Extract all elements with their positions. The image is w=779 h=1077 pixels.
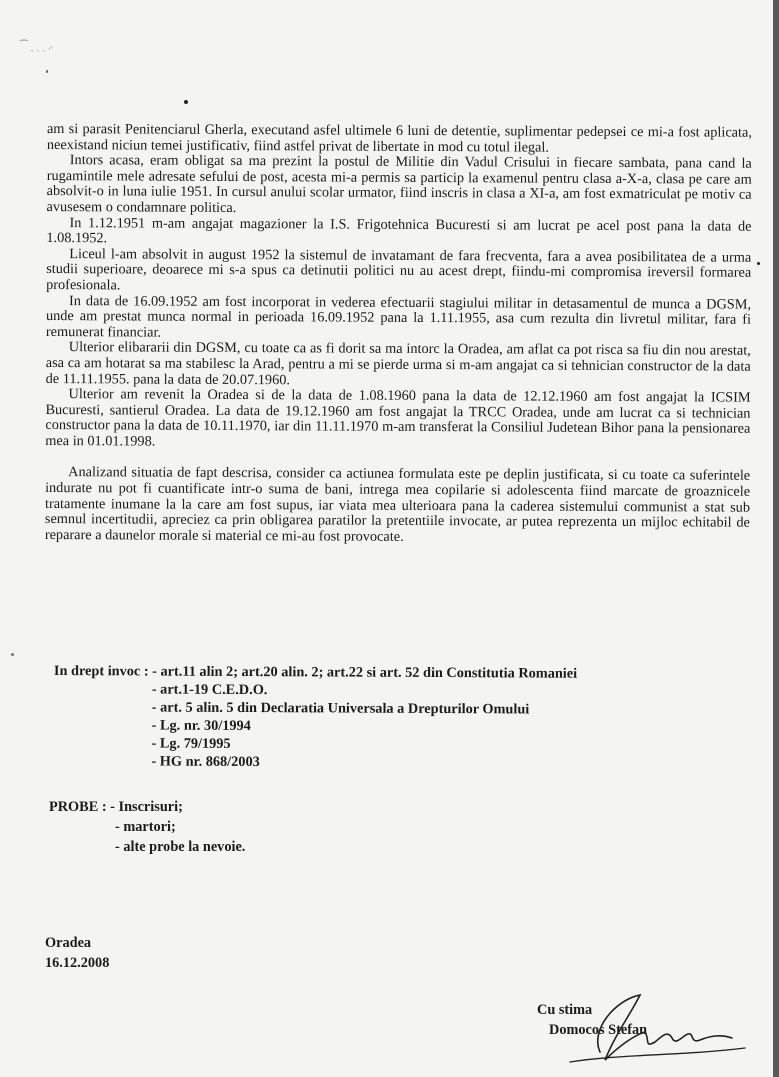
- legal-basis-item: - Lg. nr. 30/1994: [151, 717, 251, 735]
- paragraph: In 1.12.1951 m-am angajat magazioner la I.S. Frigotehnica Bucuresti si am lucrat pe acel post pana la data de 1.08.1952.: [46, 214, 752, 247]
- legal-basis-item: - art.11 alin 2; art.20 alin. 2; art.22 si art. 52 din Constitutia Romaniei: [152, 663, 578, 682]
- scan-speck: [11, 653, 14, 656]
- paragraph: Ulterior am revenit la Oradea si de la data de 1.08.1960 pana la data de 12.12.1960 am fost angajat la ICSIM Bucuresti, santierul Oradea. La data de 19.12.1960 am fost angajat la TRCC Oradea, unde am lucrat ca si technician constructor pana la data de 10.11.1970, iar din 11.11.1970 m-am transferat la Consiliul Judetean Bihor pana la pensionarea mea in 01.01.1998.: [45, 386, 751, 450]
- place: Oradea: [45, 935, 92, 951]
- paragraph-conclusion: Analizand situatia de fapt descrisa, consider ca actiunea formulata este pe deplin justificata, si cu toate ca suferintele indurate nu pot fi cuantificate intr-o suma de bani, intrega mea copilarie si adolescenta fiind marcate de groaznicele tratamente inumane la la care am fost supus, iar viata mea ulterioara pana la caderea sistemului communist a stat sub semnul incertitudii, apreciez ca prin obligarea paratilor la pretentiile invocate, ar putea reprezenta un mijloc echitabil de reparare a daunelor morale si material ce mi-au fost provocate.: [44, 464, 751, 545]
- legal-basis-item: - Lg. 79/1995: [151, 735, 231, 752]
- evidence-item: - alte probe la nevoie.: [115, 839, 246, 855]
- scan-speck: [184, 100, 188, 104]
- evidence-item: - Inscrisuri;: [110, 799, 183, 815]
- legal-basis-item: - art. 5 alin. 5 din Declaratia Universala a Drepturilor Omului: [151, 699, 530, 718]
- scan-speck: [757, 262, 760, 265]
- body-text: [45, 122, 752, 547]
- scan-speck: [46, 70, 48, 73]
- evidence-item: - martori;: [115, 819, 176, 835]
- handwritten-signature: [560, 990, 750, 1070]
- signatory-name: Domocos Stefan: [549, 1022, 648, 1038]
- closing-salutation: Cu stima: [537, 1002, 593, 1018]
- scan-edge: [773, 0, 779, 1077]
- paragraph: In data de 16.09.1952 am fost incorporat in vederea efectuarii stagiului militar in detasamentul de munca a DGSM, unde am prestat munca normal in perioada 16.09.1952 pana la 1.11.1955, asa cum rezulta din livretul militar, fara fi remunerat financiar.: [45, 292, 752, 341]
- legal-basis-label: In drept invoc :: [53, 663, 153, 680]
- paragraph: Ulterior elibararii din DGSM, cu toate ca as fi dorit sa ma intorc la Oradea, am aflat ca pot risca sa fiu din nou arestat, asa ca am hotarat sa ma stabilesc la Arad, pentru a mi se pierde urma si m-am angajat ca si tehnician constructor de la data de 11.11.1955. pana la data de 20.07.1960.: [45, 339, 751, 388]
- legal-basis: [53, 662, 754, 774]
- legal-basis-item: - HG nr. 868/2003: [151, 753, 260, 771]
- place-and-date: [45, 933, 109, 973]
- evidence-list: [49, 797, 245, 857]
- legal-basis-item: - art.1-19 C.E.D.O.: [151, 681, 268, 699]
- scan-marks: ⁀ ˏ ˎ ͺ ⸝: [20, 41, 54, 52]
- evidence-label: PROBE :: [49, 799, 111, 815]
- paragraph: am si parasit Penitenciarul Gherla, executand asfel ultimele 6 luni de detentie, suplimentar pedepsei ce mi-a fost aplicata, neexistand niciun temei justificativ, fiind astfel privat de libertate in mod cu totul ilegal.: [46, 121, 752, 156]
- date: 16.12.2008: [45, 955, 110, 971]
- paragraph: Intors acasa, eram obligat sa ma prezint la postul de Militie din Vadul Crisului in fiecare sambata, pana cand la rugamintile mele adresate sefului de post, acesta mi-a permis sa particip la examenul pentru clasa a-X-a, clasa pe care am absolvit-o in luna iulie 1951. In cursul anului scolar urmator, fiind inscris in clasa a XI-a, am fost exmatriculat pe motiv ca avusesem o condamnare politica.: [46, 152, 752, 216]
- paragraph: Liceul l-am absolvit in august 1952 la sistemul de invatamant de fara frecventa, fara a avea posibilitatea de a urma studii superioare, deoarece mi s-a spus ca detinutii politici nu au acest drept, fiindu-mi compromisa ireversil formarea profesionala.: [46, 245, 752, 294]
- evidence-first-line: [49, 797, 245, 817]
